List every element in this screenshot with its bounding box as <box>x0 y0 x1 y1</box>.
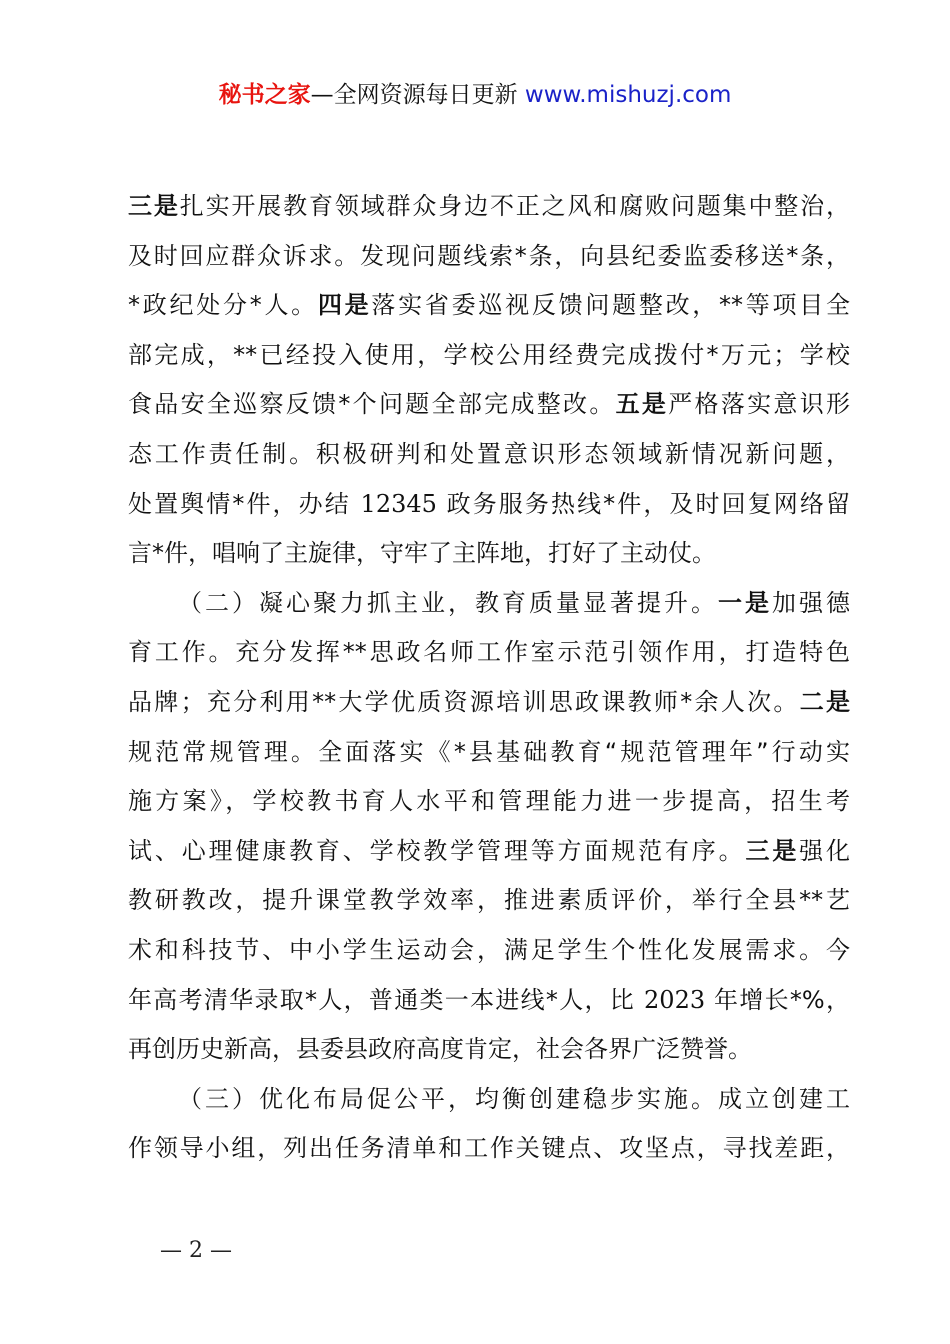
text-line <box>128 678 850 728</box>
text-line <box>128 331 850 381</box>
text-segment: 作领导小组，列出任务清单和工作关键点、攻坚点，寻找差距， <box>128 1134 850 1163</box>
text-segment: 加强德 <box>772 588 850 617</box>
text-line <box>128 380 850 430</box>
website-link[interactable]: www.mishuzj.com <box>524 82 732 108</box>
bold-marker: 一是 <box>718 588 772 617</box>
text-segment: 教研教改，提升课堂教学效率，推进素质评价，举行全县**艺 <box>128 886 850 915</box>
text-segment: 强化 <box>799 836 851 865</box>
number-text: 12345 <box>360 489 437 518</box>
document-body <box>128 182 850 1174</box>
text-segment: 育工作。充分发挥**思政名师工作室示范引领作用，打造特色 <box>128 638 850 667</box>
text-segment: 规范常规管理。全面落实《*县基础教育“规范管理年”行动实 <box>128 737 850 766</box>
text-segment: 部完成，**已经投入使用，学校公用经费完成拨付*万元；学校 <box>128 340 850 369</box>
text-segment: 食品安全巡察反馈*个问题全部完成整改。 <box>128 390 616 419</box>
text-segment: 再创历史新高，县委县政府高度肯定，社会各界广泛赞誉。 <box>128 1035 752 1064</box>
text-line <box>128 876 850 926</box>
text-line <box>128 926 850 976</box>
text-line <box>128 777 850 827</box>
text-line <box>128 1124 850 1174</box>
text-line <box>128 579 850 629</box>
bold-marker: 三是 <box>128 192 180 220</box>
page-number: — 2 — <box>160 1238 232 1263</box>
text-segment: 及时回应群众诉求。发现问题线索*条，向县纪委监委移送*条， <box>128 241 850 270</box>
text-line <box>128 1075 850 1125</box>
header-tagline: —全网资源每日更新 <box>310 82 525 108</box>
bold-marker: 三是 <box>745 836 800 865</box>
text-segment: 政务服务热线*件，及时回复网络留 <box>436 489 850 518</box>
text-line <box>128 430 850 480</box>
text-segment: 言*件，唱响了主旋律，守牢了主阵地，打好了主动仗。 <box>128 539 716 568</box>
text-line <box>128 529 850 579</box>
text-segment: 施方案》，学校教书育人水平和管理能力进一步提高，招生考 <box>128 787 850 816</box>
text-segment: （三）优化布局促公平，均衡创建稳步实施。成立创建工 <box>178 1084 850 1113</box>
text-segment: 扎实开展教育领域群众身边不正之风和腐败问题集中整治， <box>179 192 851 220</box>
text-segment: 年增长*%， <box>705 985 850 1014</box>
brand-name: 秘书之家 <box>218 82 311 108</box>
text-line <box>128 628 850 678</box>
text-line <box>128 1025 850 1075</box>
text-segment: 处置舆情*件，办结 <box>128 489 361 518</box>
text-segment: 落实省委巡视反馈问题整改，**等项目全 <box>371 291 851 320</box>
text-segment: 术和科技节、中小学生运动会，满足学生个性化发展需求。今 <box>128 935 850 964</box>
text-line <box>128 232 850 282</box>
text-segment: 态工作责任制。积极研判和处置意识形态领域新情况新问题， <box>128 439 850 468</box>
text-line <box>128 728 850 778</box>
text-segment: 品牌；充分利用**大学优质资源培训思政课教师*余人次。 <box>128 687 800 716</box>
text-segment: 试、心理健康教育、学校教学管理等方面规范有序。 <box>128 836 746 865</box>
bold-marker: 二是 <box>799 687 850 716</box>
bold-marker: 四是 <box>317 291 372 320</box>
text-line <box>128 976 850 1026</box>
text-line <box>128 827 850 877</box>
text-line <box>128 281 850 331</box>
text-segment: *政纪处分*人。 <box>128 291 318 320</box>
text-segment: 严格落实意识形 <box>668 390 851 419</box>
page-header <box>0 78 950 112</box>
bold-marker: 五是 <box>615 390 669 419</box>
text-segment: （二）凝心聚力抓主业，教育质量显著提升。 <box>178 588 718 617</box>
text-segment: 年高考清华录取*人，普通类一本进线*人，比 <box>128 985 645 1014</box>
text-line <box>128 182 850 232</box>
number-text: 2023 <box>644 985 706 1014</box>
text-line <box>128 480 850 530</box>
